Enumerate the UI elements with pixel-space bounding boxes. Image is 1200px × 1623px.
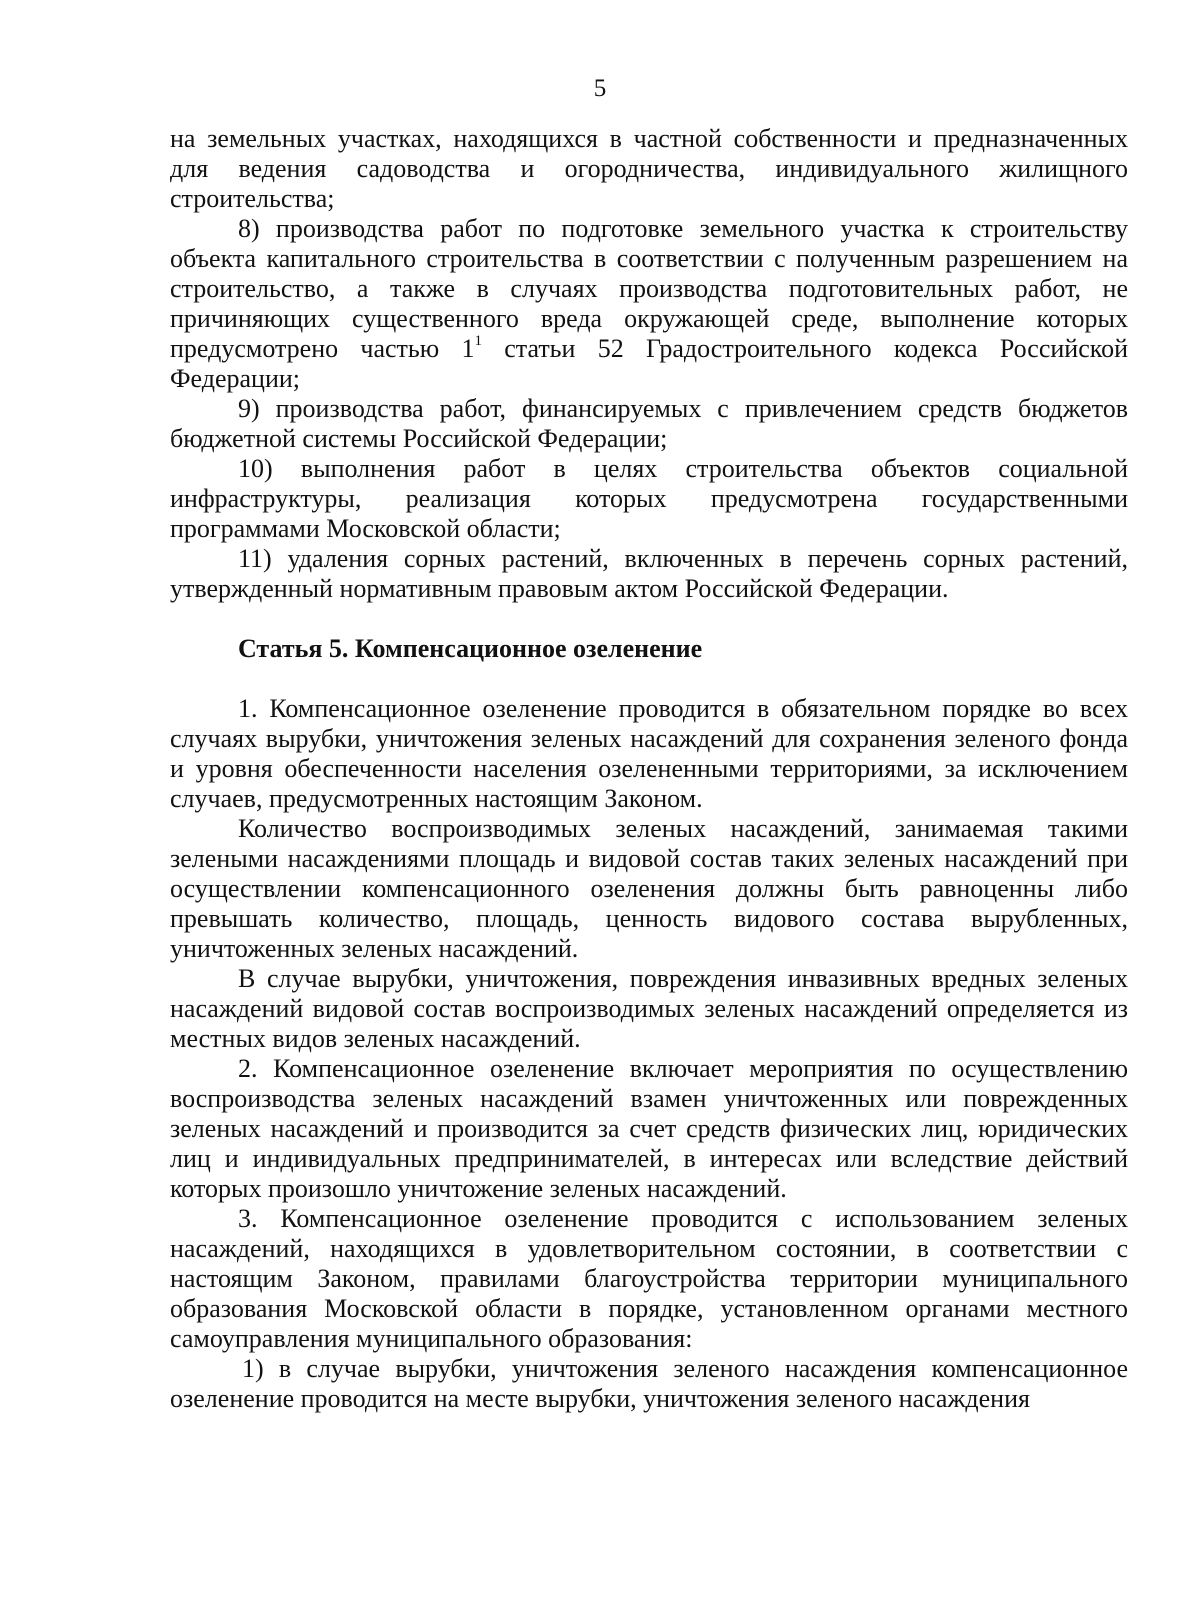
- article-5-part-3-item-1: 1) в случае вырубки, уничтожения зеленого насаждения компенсационное озеленение проводится на месте вырубки, уничтожения зеленого насаждения: [170, 1354, 1128, 1413]
- article-5-part-1: 1. Компенсационное озеленение проводится в обязательном порядке во всех случаях вырубки, уничтожения зеленых насаждений для сохранения зеленого фонда и уровня обеспеченности населения озелененными территориями, за исключением случаев, предусмотренных настоящим Законом.: [170, 694, 1128, 813]
- document-body: [170, 124, 1128, 1414]
- article-5-part-2: 2. Компенсационное озеленение включает мероприятия по осуществлению воспроизводства зеленых насаждений взамен уничтоженных или поврежденных зеленых насаждений и производится за счет средств физических лиц, юридических лиц и индивидуальных предпринимателей, в интересах или вследствие действий которых произошло уничтожение зеленых насаждений.: [170, 1054, 1128, 1203]
- article-5-part-1-paragraph-3: В случае вырубки, уничтожения, повреждения инвазивных вредных зеленых насаждений видовой состав воспроизводимых зеленых насаждений определяется из местных видов зеленых насаждений.: [170, 964, 1128, 1053]
- list-item-11: 11) удаления сорных растений, включенных в перечень сорных растений, утвержденный нормативным правовым актом Российской Федерации.: [170, 544, 1128, 603]
- list-item-9: 9) производства работ, финансируемых с привлечением средств бюджетов бюджетной системы Российской Федерации;: [170, 394, 1128, 453]
- list-item-10: 10) выполнения работ в целях строительства объектов социальной инфраструктуры, реализация которых предусмотрена государственными программами Московской области;: [170, 454, 1128, 543]
- page-number: 5: [593, 75, 607, 102]
- paragraph-continuation: на земельных участках, находящихся в частной собственности и предназначенных для ведения садоводства и огородничества, индивидуального жилищного строительства;: [170, 124, 1128, 213]
- article-5-part-3: 3. Компенсационное озеленение проводится с использованием зеленых насаждений, находящихся в удовлетворительном состоянии, в соответствии с настоящим Законом, правилами благоустройства территории муниципального образования Московской области в порядке, установленном органами местного самоуправления муниципального образования:: [170, 1204, 1128, 1353]
- list-item-8: [170, 214, 1128, 394]
- superscript-1: 1: [474, 333, 482, 349]
- article-heading: Статья 5. Компенсационное озеленение: [238, 634, 703, 663]
- article-5-part-1-paragraph-2: Количество воспроизводимых зеленых насаждений, занимаемая такими зелеными насаждениями площадь и видовой состав таких зеленых насаждений при осуществлении компенсационного озеленения должны быть равноценны либо превышать количество, площадь, ценность видового состава вырубленных, уничтоженных зеленых насаждений.: [170, 814, 1128, 963]
- list-item-8-text-end: статьи 52 Градостроительного кодекса Российской Федерации;: [170, 334, 1128, 393]
- list-item-8-text: 8) производства работ по подготовке земельного участка к строительству объекта капитального строительства в соответствии с полученным разрешением на строительство, а также в случаях производства подготовительных работ, не причиняющих существенного вреда окружающей среде, выполнение которых предусмотрено частью 1: [170, 214, 1128, 363]
